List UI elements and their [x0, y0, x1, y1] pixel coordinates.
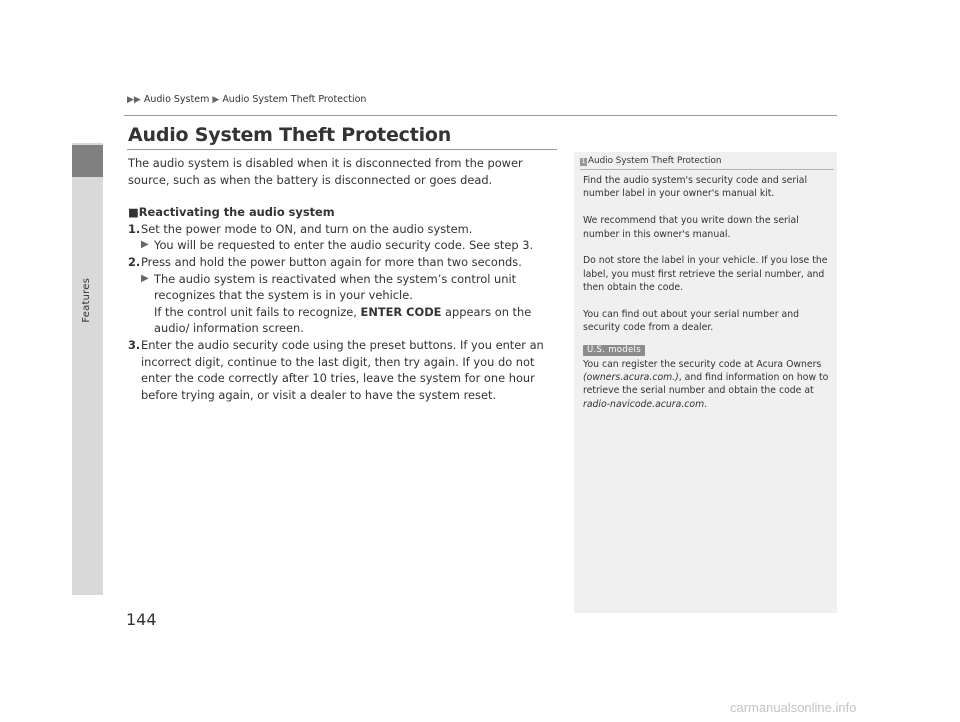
square-bullet-icon: ■: [128, 205, 139, 220]
sidebar-divider: [580, 169, 834, 170]
step-item: [128, 254, 560, 271]
arrow-icon: ▶: [141, 272, 149, 284]
step-number: 2.: [128, 254, 141, 269]
step-number: 3.: [128, 337, 141, 352]
step-text: Set the power mode to ON, and turn on the audio system.: [141, 221, 473, 236]
page-title: Audio System Theft Protection: [128, 124, 452, 146]
us-models-badge: U.S. models: [583, 345, 645, 356]
step-note-text: You will be requested to enter the audio security code. See step 3.: [154, 238, 534, 253]
step-note-text: The audio system is reactivated when the system’s control unit recognizes that the system is in your vehicle. If the control unit fails to recognize, ENTER CODE appears on the audio/ information screen.: [154, 271, 532, 336]
breadcrumb-arrow-icon: ▶: [212, 95, 220, 105]
sidebar-paragraph: Find the audio system's security code and serial number label in your owner's manual kit.: [583, 175, 808, 200]
section-tab: [72, 143, 103, 595]
step-text: Enter the audio security code using the preset buttons. If you enter an incorrect digit, continue to the last digit, then try again. If you do not enter the code correctly after 10 tries, leave the system for one hour before trying again, or visit a dealer to have the system reset.: [141, 337, 544, 402]
sidebar-paragraph: We recommend that you write down the serial number in this owner's manual.: [583, 215, 799, 240]
sidebar-paragraph: Do not store the label in your vehicle. If you lose the label, you must first retrieve the serial number, and then obtain the code.: [583, 255, 828, 294]
navicode-link[interactable]: radio-navicode.acura.com: [583, 398, 705, 410]
breadcrumb-item[interactable]: Audio System: [143, 94, 210, 105]
section-label: Features: [81, 278, 92, 323]
step-number: 1.: [128, 221, 141, 236]
owners-link[interactable]: (owners.acura.com.): [583, 372, 679, 384]
sidebar-heading: 1 Audio System Theft Protection: [581, 156, 722, 166]
title-divider: [127, 149, 557, 150]
intro-paragraph: The audio system is disabled when it is disconnected from the power source, such as when the battery is disconnected or goes dead.: [128, 156, 523, 187]
sidebar-paragraph: You can find out about your serial number and security code from a dealer.: [583, 309, 799, 334]
page-number: 144: [126, 610, 157, 629]
header-divider: [124, 115, 837, 116]
subheading: ■Reactivating the audio system: [128, 205, 335, 220]
enter-code-label: ENTER CODE: [360, 304, 442, 319]
step-note: [128, 271, 560, 337]
breadcrumb-arrow-icon: ▶▶: [127, 95, 141, 105]
watermark: carmanualsonline.info: [730, 700, 857, 715]
step-text: Press and hold the power button again for more than two seconds.: [141, 254, 522, 269]
section-tab-marker: [72, 145, 103, 177]
arrow-icon: ▶: [141, 239, 149, 251]
sidebar-note: [574, 152, 837, 613]
reference-icon: 1: [581, 158, 586, 165]
breadcrumb-item[interactable]: Audio System Theft Protection: [222, 94, 367, 105]
sidebar-body: [583, 174, 833, 411]
step-note: [128, 237, 560, 254]
main-content: [128, 155, 560, 403]
step-item: [128, 221, 560, 238]
step-item: [128, 337, 560, 403]
sidebar-paragraph: You can register the security code at Acura Owners (owners.acura.com.), and find information on how to retrieve the serial number and obtain the code at radio-navicode.acura.com.: [583, 358, 829, 410]
breadcrumb: [127, 94, 366, 105]
